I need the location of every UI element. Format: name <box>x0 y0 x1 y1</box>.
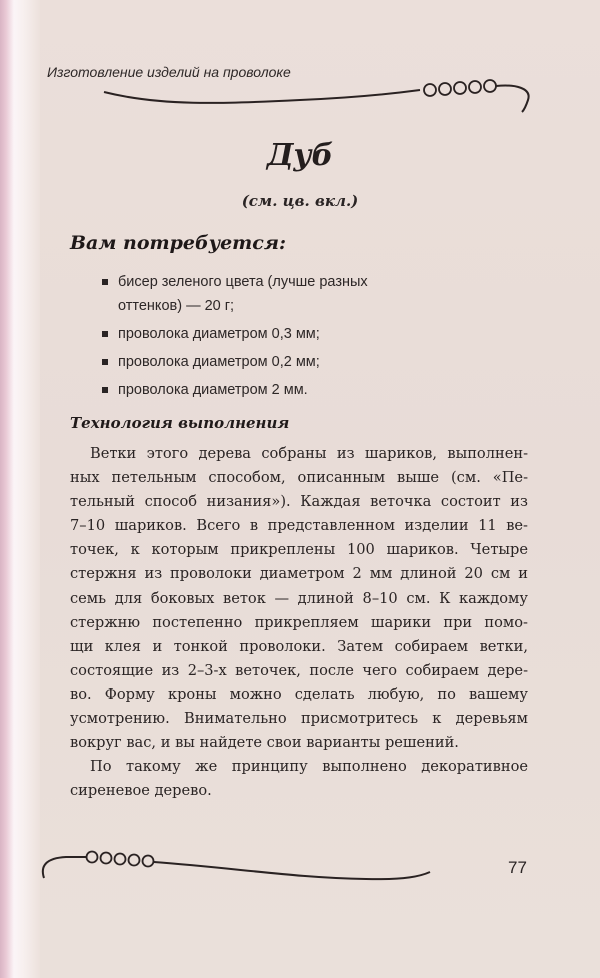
technology-body <box>70 442 528 803</box>
body-line: точек, к которым прикреплены 100 шариков. Четыре <box>70 541 528 559</box>
materials-item-text: оттенков) — 20 г; <box>118 298 235 314</box>
body-line: во. Форму кроны можно сделать любую, по вашему <box>70 685 528 703</box>
materials-item-text: бисер зеленого цвета (лучше разных <box>118 274 368 290</box>
materials-item-text: проволока диаметром 0,2 мм; <box>118 354 320 370</box>
page-title: Дуб <box>266 138 334 173</box>
body-line: 7–10 шариков. Всего в представленном изделии 11 ве- <box>70 517 528 535</box>
bead-wire-ornament-bottom-icon <box>36 848 456 888</box>
body-line: стержня из проволоки диаметром 2 мм длиной 20 см и <box>70 565 528 583</box>
technology-heading: Технология выполнения <box>70 414 290 432</box>
body-line: усмотрению. Внимательно присмотритесь к деревьям <box>70 710 528 728</box>
square-bullet-icon <box>102 279 108 285</box>
body-line: сиреневое дерево. <box>70 782 212 800</box>
materials-item <box>102 322 432 346</box>
body-line: семь для боковых веток — длиной 8–10 см. К каждому <box>70 589 528 607</box>
body-line: ных петельным способом, описанным выше (см. «Пе- <box>70 469 528 487</box>
square-bullet-icon <box>102 331 108 337</box>
body-line: тельный способ низания»). Каждая веточка состоит из <box>70 493 528 511</box>
materials-item <box>102 350 432 374</box>
materials-item-text: проволока диаметром 2 мм. <box>118 382 308 398</box>
materials-item-text: проволока диаметром 0,3 мм; <box>118 326 320 342</box>
page-number: 77 <box>508 858 527 877</box>
materials-item <box>102 378 432 402</box>
materials-heading: Вам потребуется: <box>70 232 286 254</box>
square-bullet-icon <box>102 359 108 365</box>
body-line: состоящие из 2–3-х веточек, после чего собираем дере- <box>70 661 528 679</box>
body-line: щи клея и тонкой проволоки. Затем собираем ветки, <box>70 637 528 655</box>
running-head: Изготовление изделий на проволоке <box>47 64 291 80</box>
body-line: По такому же принципу выполнено декоративное <box>90 758 528 776</box>
materials-item <box>102 270 432 318</box>
bead-wire-ornament-top-icon <box>100 70 540 120</box>
body-line: вокруг вас, и вы найдете свои варианты решений. <box>70 734 459 752</box>
materials-list <box>102 270 432 406</box>
square-bullet-icon <box>102 387 108 393</box>
color-insert-reference: (см. цв. вкл.) <box>241 192 359 210</box>
body-line: стержню постепенно прикрепляем шарики при помо- <box>70 613 528 631</box>
body-line: Ветки этого дерева собраны из шариков, выполнен- <box>90 445 528 462</box>
